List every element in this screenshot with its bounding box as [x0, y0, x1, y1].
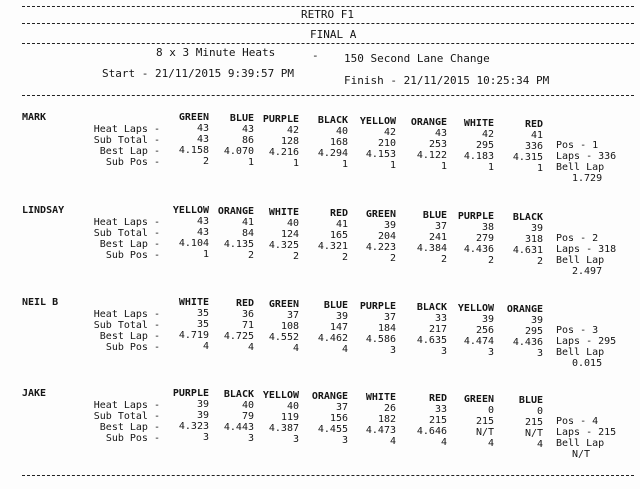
heat-laps: 39	[530, 315, 543, 326]
driver-block	[0, 112, 640, 202]
heat-laps: 41	[335, 219, 348, 230]
best-lap: 4.183	[463, 151, 494, 162]
lane-color: GREEN	[178, 112, 209, 123]
sub-pos: 1	[202, 249, 209, 260]
sub-pos: 3	[202, 432, 209, 443]
sub-total: 217	[428, 324, 447, 335]
sub-pos: 1	[536, 163, 543, 174]
heat-column	[444, 394, 494, 449]
bell-lap-value: 1.729	[572, 173, 603, 184]
sub-pos: 1	[487, 162, 494, 173]
sub-pos: 3	[292, 434, 299, 445]
lane-color: YELLOW	[457, 303, 494, 314]
sub-pos: 4	[389, 436, 396, 447]
sub-pos: 4	[202, 341, 209, 352]
lane-color: ORANGE	[410, 117, 447, 128]
final-position: Pos - 4	[556, 416, 599, 427]
driver-summary	[556, 233, 616, 277]
best-lap: 4.443	[223, 422, 254, 433]
lane-color: ORANGE	[311, 391, 348, 402]
bell-lap-value: 2.497	[572, 266, 603, 277]
best-lap: 4.153	[365, 149, 396, 160]
sub-total: 84	[241, 228, 254, 239]
driver-name: NEIL B	[22, 297, 59, 308]
divider	[22, 95, 634, 96]
heat-column	[159, 112, 209, 167]
heat-laps: 39	[530, 223, 543, 234]
lane-color: BLACK	[416, 302, 447, 313]
sub-total: 215	[428, 415, 447, 426]
sub-total: 256	[475, 325, 494, 336]
lane-color: PURPLE	[172, 388, 209, 399]
sub-total: 279	[475, 233, 494, 244]
sub-pos: 4	[536, 439, 543, 450]
best-lap: 4.315	[512, 152, 543, 163]
row-label: Best Lap -	[99, 331, 160, 342]
lane-color: GREEN	[268, 299, 299, 310]
row-label: Best Lap -	[99, 146, 160, 157]
heat-laps: 43	[196, 123, 209, 134]
heat-laps: 39	[383, 220, 396, 231]
best-lap: 4.474	[463, 336, 494, 347]
row-labels	[78, 217, 160, 261]
sub-total: 215	[475, 416, 494, 427]
sub-total: 43	[196, 227, 209, 238]
best-lap: 4.384	[416, 243, 447, 254]
lane-color: ORANGE	[217, 206, 254, 217]
sub-pos: 1	[292, 158, 299, 169]
sub-pos: 4	[292, 343, 299, 354]
heat-column	[397, 210, 447, 265]
total-laps: Laps - 318	[556, 244, 617, 255]
best-lap: 4.436	[512, 337, 543, 348]
row-label: Sub Pos -	[105, 433, 160, 444]
heat-column	[346, 116, 396, 171]
driver-summary	[556, 325, 616, 369]
driver-name: MARK	[22, 112, 47, 123]
sub-pos: 3	[487, 347, 494, 358]
best-lap: 4.586	[365, 334, 396, 345]
lane-color: BLUE	[518, 395, 543, 406]
sub-pos: 3	[536, 348, 543, 359]
heat-laps: 41	[241, 217, 254, 228]
heat-laps: 39	[196, 399, 209, 410]
lane-color: GREEN	[463, 394, 494, 405]
lane-color: YELLOW	[262, 390, 299, 401]
divider	[22, 43, 634, 44]
sub-total: 318	[524, 234, 543, 245]
bell-lap-label: Bell Lap	[556, 255, 605, 266]
heat-laps: 40	[286, 401, 299, 412]
heat-column	[444, 118, 494, 173]
sub-pos: 3	[341, 435, 348, 446]
driver-name: LINDSAY	[22, 205, 65, 216]
heat-laps: 26	[383, 403, 396, 414]
sub-pos: 2	[202, 156, 209, 167]
finish-time: Finish - 21/11/2015 10:25:34 PM	[344, 74, 550, 87]
row-label: Sub Total -	[93, 411, 160, 422]
lane-color: BLUE	[323, 300, 348, 311]
sub-total: 35	[196, 319, 209, 330]
row-label: Sub Pos -	[105, 157, 160, 168]
bell-lap-value: N/T	[572, 449, 591, 460]
heat-laps: 40	[335, 126, 348, 137]
lane-color: BLACK	[223, 389, 254, 400]
best-lap: 4.070	[223, 146, 254, 157]
sub-pos: 2	[536, 256, 543, 267]
sub-total: 39	[196, 410, 209, 421]
heat-column	[493, 119, 543, 174]
lane-color: RED	[329, 208, 348, 219]
row-label: Sub Pos -	[105, 342, 160, 353]
divider	[22, 23, 634, 24]
best-lap: 4.462	[317, 333, 348, 344]
total-laps: Laps - 336	[556, 151, 617, 162]
driver-name: JAKE	[22, 388, 47, 399]
heat-laps: 43	[241, 124, 254, 135]
divider	[22, 6, 634, 7]
sub-pos: 4	[487, 438, 494, 449]
final-position: Pos - 2	[556, 233, 599, 244]
sub-total: 182	[377, 414, 396, 425]
sub-total: 128	[280, 136, 299, 147]
row-label: Heat Laps -	[93, 309, 160, 320]
heat-laps: 0	[487, 405, 494, 416]
sub-total: 147	[329, 322, 348, 333]
heat-laps: 43	[434, 128, 447, 139]
lane-color: RED	[235, 298, 254, 309]
lane-color: YELLOW	[359, 116, 396, 127]
heat-laps: 37	[383, 312, 396, 323]
driver-summary	[556, 416, 616, 460]
best-lap: N/T	[475, 427, 494, 438]
total-laps: Laps - 215	[556, 427, 617, 438]
total-laps: Laps - 295	[556, 336, 617, 347]
heat-column	[249, 390, 299, 445]
lane-color: BLACK	[512, 212, 543, 223]
sub-total: 168	[329, 137, 348, 148]
best-lap: 4.135	[223, 239, 254, 250]
heat-laps: 41	[530, 130, 543, 141]
final-position: Pos - 3	[556, 325, 599, 336]
heat-laps: 39	[335, 311, 348, 322]
sub-total: 108	[280, 321, 299, 332]
lane-color: RED	[428, 393, 447, 404]
bell-lap-label: Bell Lap	[556, 438, 605, 449]
lane-color: PURPLE	[359, 301, 396, 312]
best-lap: 4.325	[268, 240, 299, 251]
sub-pos: 1	[341, 159, 348, 170]
sub-total: 86	[241, 135, 254, 146]
bell-lap-label: Bell Lap	[556, 347, 605, 358]
sub-pos: 2	[341, 252, 348, 263]
lane-color: PURPLE	[457, 211, 494, 222]
final-name: FINAL A	[310, 28, 357, 41]
heat-laps: 33	[434, 404, 447, 415]
best-lap: 4.455	[317, 424, 348, 435]
row-label: Sub Pos -	[105, 250, 160, 261]
heat-column	[204, 113, 254, 168]
heat-column	[298, 300, 348, 355]
lane-color: WHITE	[365, 392, 396, 403]
driver-block	[0, 205, 640, 295]
row-labels	[78, 309, 160, 353]
heat-laps: 42	[481, 129, 494, 140]
heat-column	[298, 208, 348, 263]
row-label: Heat Laps -	[93, 217, 160, 228]
sub-total: 204	[377, 231, 396, 242]
sub-pos: 2	[487, 255, 494, 266]
heat-column	[249, 299, 299, 354]
sub-total: 43	[196, 134, 209, 145]
heat-laps: 33	[434, 313, 447, 324]
sub-pos: 2	[440, 254, 447, 265]
sub-pos: 2	[389, 253, 396, 264]
lane-color: PURPLE	[262, 114, 299, 125]
heat-column	[444, 211, 494, 266]
lane-color: BLUE	[229, 113, 254, 124]
best-lap: 4.473	[365, 425, 396, 436]
heat-column	[346, 301, 396, 356]
heat-column	[493, 212, 543, 267]
heat-column	[397, 302, 447, 357]
lane-color: BLACK	[317, 115, 348, 126]
sub-total: 336	[524, 141, 543, 152]
row-label: Best Lap -	[99, 239, 160, 250]
row-label: Best Lap -	[99, 422, 160, 433]
driver-block	[0, 388, 640, 478]
sub-pos: 3	[389, 345, 396, 356]
best-lap: 4.158	[178, 145, 209, 156]
sub-pos: 1	[389, 160, 396, 171]
sub-total: 124	[280, 229, 299, 240]
sub-pos: 1	[440, 161, 447, 172]
lane-color: WHITE	[178, 297, 209, 308]
heat-column	[493, 304, 543, 359]
start-time: Start - 21/11/2015 9:39:57 PM	[102, 67, 295, 80]
best-lap: 4.122	[416, 150, 447, 161]
bell-lap-label: Bell Lap	[556, 162, 605, 173]
best-lap: 4.294	[317, 148, 348, 159]
best-lap: 4.323	[178, 421, 209, 432]
heat-column	[249, 114, 299, 169]
heat-laps: 38	[481, 222, 494, 233]
sub-total: 184	[377, 323, 396, 334]
heat-column	[204, 298, 254, 353]
lane-color: ORANGE	[506, 304, 543, 315]
heat-laps: 0	[536, 406, 543, 417]
heat-column	[159, 297, 209, 352]
heat-laps: 39	[481, 314, 494, 325]
best-lap: 4.216	[268, 147, 299, 158]
best-lap: 4.321	[317, 241, 348, 252]
lane-color: RED	[524, 119, 543, 130]
lane-color: WHITE	[463, 118, 494, 129]
heat-column	[346, 392, 396, 447]
heat-laps: 42	[383, 127, 396, 138]
best-lap: 4.552	[268, 332, 299, 343]
row-label: Sub Total -	[93, 135, 160, 146]
best-lap: 4.387	[268, 423, 299, 434]
sub-pos: 4	[341, 344, 348, 355]
sub-total: 215	[524, 417, 543, 428]
best-lap: 4.436	[463, 244, 494, 255]
sub-total: 79	[241, 411, 254, 422]
row-label: Sub Total -	[93, 228, 160, 239]
final-position: Pos - 1	[556, 140, 599, 151]
sub-total: 295	[475, 140, 494, 151]
heat-column	[397, 393, 447, 448]
sub-total: 119	[280, 412, 299, 423]
heat-column	[249, 207, 299, 262]
report-title: RETRO F1	[301, 8, 354, 21]
best-lap: N/T	[524, 428, 543, 439]
driver-summary	[556, 140, 616, 184]
sub-total: 210	[377, 138, 396, 149]
heat-laps: 43	[196, 216, 209, 227]
row-label: Heat Laps -	[93, 400, 160, 411]
heat-column	[159, 205, 209, 260]
heat-column	[204, 389, 254, 444]
heat-laps: 40	[241, 400, 254, 411]
driver-block	[0, 297, 640, 387]
heat-column	[346, 209, 396, 264]
best-lap: 4.223	[365, 242, 396, 253]
best-lap: 4.631	[512, 245, 543, 256]
heat-format: 8 x 3 Minute Heats	[156, 46, 276, 59]
sub-total: 253	[428, 139, 447, 150]
best-lap: 4.725	[223, 331, 254, 342]
sub-pos: 3	[440, 346, 447, 357]
row-labels	[78, 124, 160, 168]
row-labels	[78, 400, 160, 444]
lane-color: WHITE	[268, 207, 299, 218]
header-separator: -	[312, 49, 319, 62]
divider	[22, 475, 634, 476]
best-lap: 4.646	[416, 426, 447, 437]
heat-laps: 37	[434, 221, 447, 232]
lane-color: YELLOW	[172, 205, 209, 216]
sub-pos: 4	[440, 437, 447, 448]
lane-color: BLUE	[422, 210, 447, 221]
best-lap: 4.719	[178, 330, 209, 341]
row-label: Heat Laps -	[93, 124, 160, 135]
heat-laps: 42	[286, 125, 299, 136]
best-lap: 4.104	[178, 238, 209, 249]
lane-color: GREEN	[365, 209, 396, 220]
bell-lap-value: 0.015	[572, 358, 603, 369]
heat-column	[397, 117, 447, 172]
sub-total: 241	[428, 232, 447, 243]
row-label: Sub Total -	[93, 320, 160, 331]
heat-column	[444, 303, 494, 358]
sub-pos: 3	[247, 433, 254, 444]
lane-change: 150 Second Lane Change	[344, 52, 490, 65]
sub-pos: 4	[247, 342, 254, 353]
heat-column	[298, 391, 348, 446]
sub-total: 71	[241, 320, 254, 331]
heat-column	[159, 388, 209, 443]
heat-laps: 37	[286, 310, 299, 321]
sub-pos: 1	[247, 157, 254, 168]
heat-column	[204, 206, 254, 261]
sub-pos: 2	[247, 250, 254, 261]
heat-laps: 36	[241, 309, 254, 320]
sub-total: 156	[329, 413, 348, 424]
heat-laps: 40	[286, 218, 299, 229]
heat-laps: 37	[335, 402, 348, 413]
sub-total: 165	[329, 230, 348, 241]
best-lap: 4.635	[416, 335, 447, 346]
heat-column	[298, 115, 348, 170]
sub-pos: 2	[292, 251, 299, 262]
heat-laps: 35	[196, 308, 209, 319]
sub-total: 295	[524, 326, 543, 337]
heat-column	[493, 395, 543, 450]
